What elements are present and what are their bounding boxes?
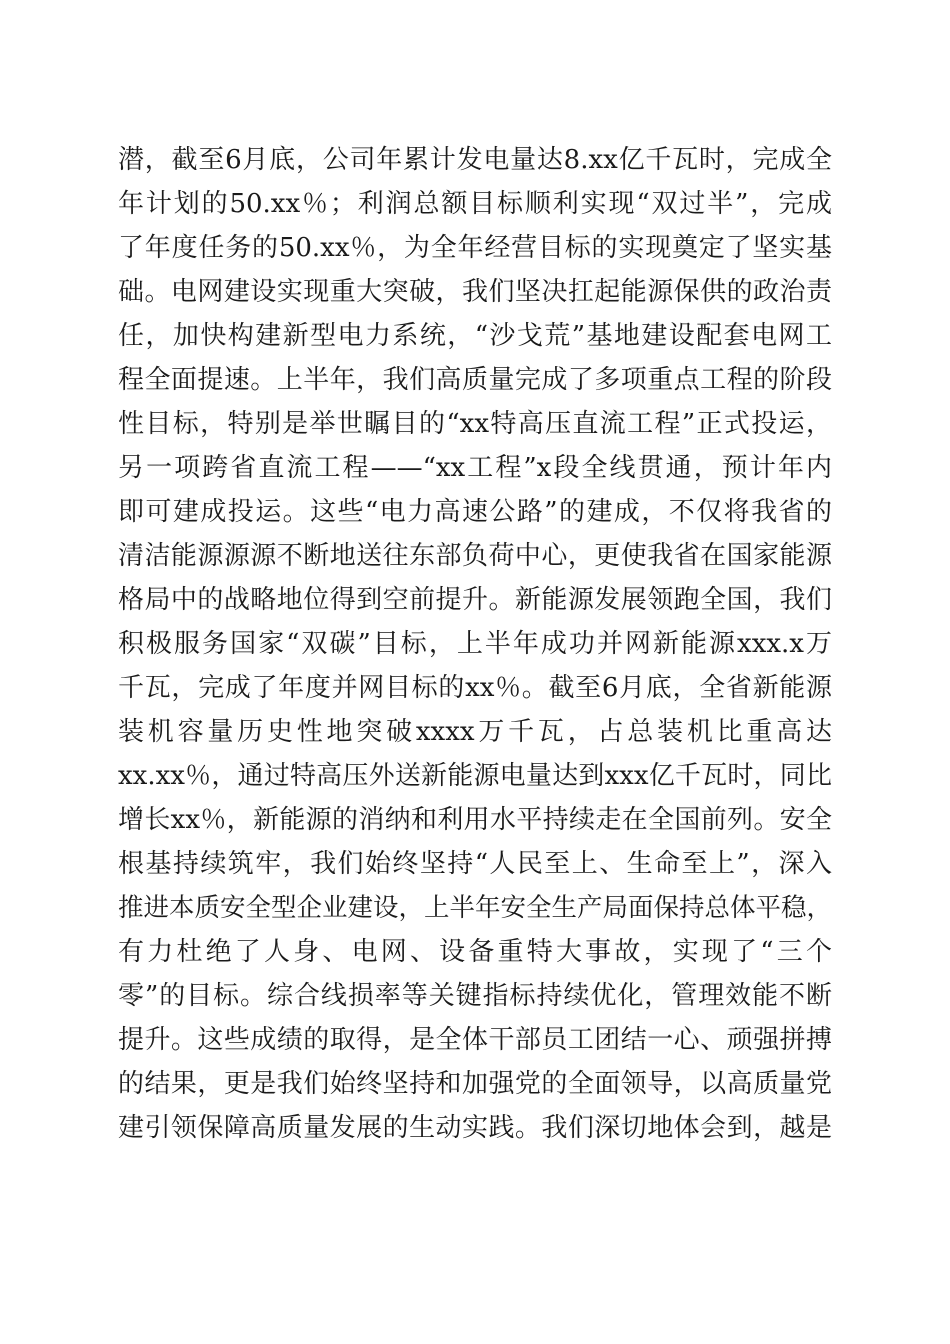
text-line: 零”的目标。综合线损率等关键指标持续优化，管理效能不断 <box>118 981 832 1011</box>
body-paragraph <box>118 138 832 1150</box>
text-line: 推进本质安全型企业建设，上半年安全生产局面保持总体平稳， <box>118 893 833 923</box>
text-line: 础。电网建设实现重大突破，我们坚决扛起能源保供的政治责 <box>118 277 832 307</box>
text-line: 建引领保障高质量发展的生动实践。我们深切地体会到，越是 <box>118 1113 832 1143</box>
text-line: 的结果，更是我们始终坚持和加强党的全面领导，以高质量党 <box>118 1069 832 1099</box>
text-line: 增长xx％，新能源的消纳和利用水平持续走在全国前列。安全 <box>118 805 832 835</box>
text-line: 潜，截至6月底，公司年累计发电量达8.xx亿千瓦时，完成全 <box>118 145 832 175</box>
text-line: 任，加快构建新型电力系统，“沙戈荒”基地建设配套电网工 <box>118 321 832 351</box>
text-line: 积极服务国家“双碳”目标，上半年成功并网新能源xxx.x万 <box>118 629 832 659</box>
text-line: 程全面提速。上半年，我们高质量完成了多项重点工程的阶段 <box>118 365 832 395</box>
text-line: 有力杜绝了人身、电网、设备重特大事故，实现了“三个 <box>118 937 832 967</box>
text-line: 千瓦，完成了年度并网目标的xx％。截至6月底，全省新能源 <box>118 673 832 703</box>
text-line: 另一项跨省直流工程——“xx工程”x段全线贯通，预计年内 <box>118 453 832 483</box>
text-line: xx.xx％，通过特高压外送新能源电量达到xxx亿千瓦时，同比 <box>118 761 832 791</box>
text-line: 性目标，特别是举世瞩目的“xx特高压直流工程”正式投运， <box>118 409 832 439</box>
text-line: 清洁能源源源不断地送往东部负荷中心，更使我省在国家能源 <box>118 541 832 571</box>
text-line: 格局中的战略地位得到空前提升。新能源发展领跑全国，我们 <box>118 585 832 615</box>
text-line: 年计划的50.xx％；利润总额目标顺利实现“双过半”，完成 <box>118 189 832 219</box>
text-line: 即可建成投运。这些“电力高速公路”的建成，不仅将我省的 <box>118 497 832 527</box>
text-line: 了年度任务的50.xx％，为全年经营目标的实现奠定了坚实基 <box>118 233 832 263</box>
text-line: 提升。这些成绩的取得，是全体干部员工团结一心、顽强拼搏 <box>118 1025 832 1055</box>
text-line: 根基持续筑牢，我们始终坚持“人民至上、生命至上”，深入 <box>118 849 832 879</box>
text-line: 装机容量历史性地突破xxxx万千瓦，占总装机比重高达 <box>118 717 832 747</box>
